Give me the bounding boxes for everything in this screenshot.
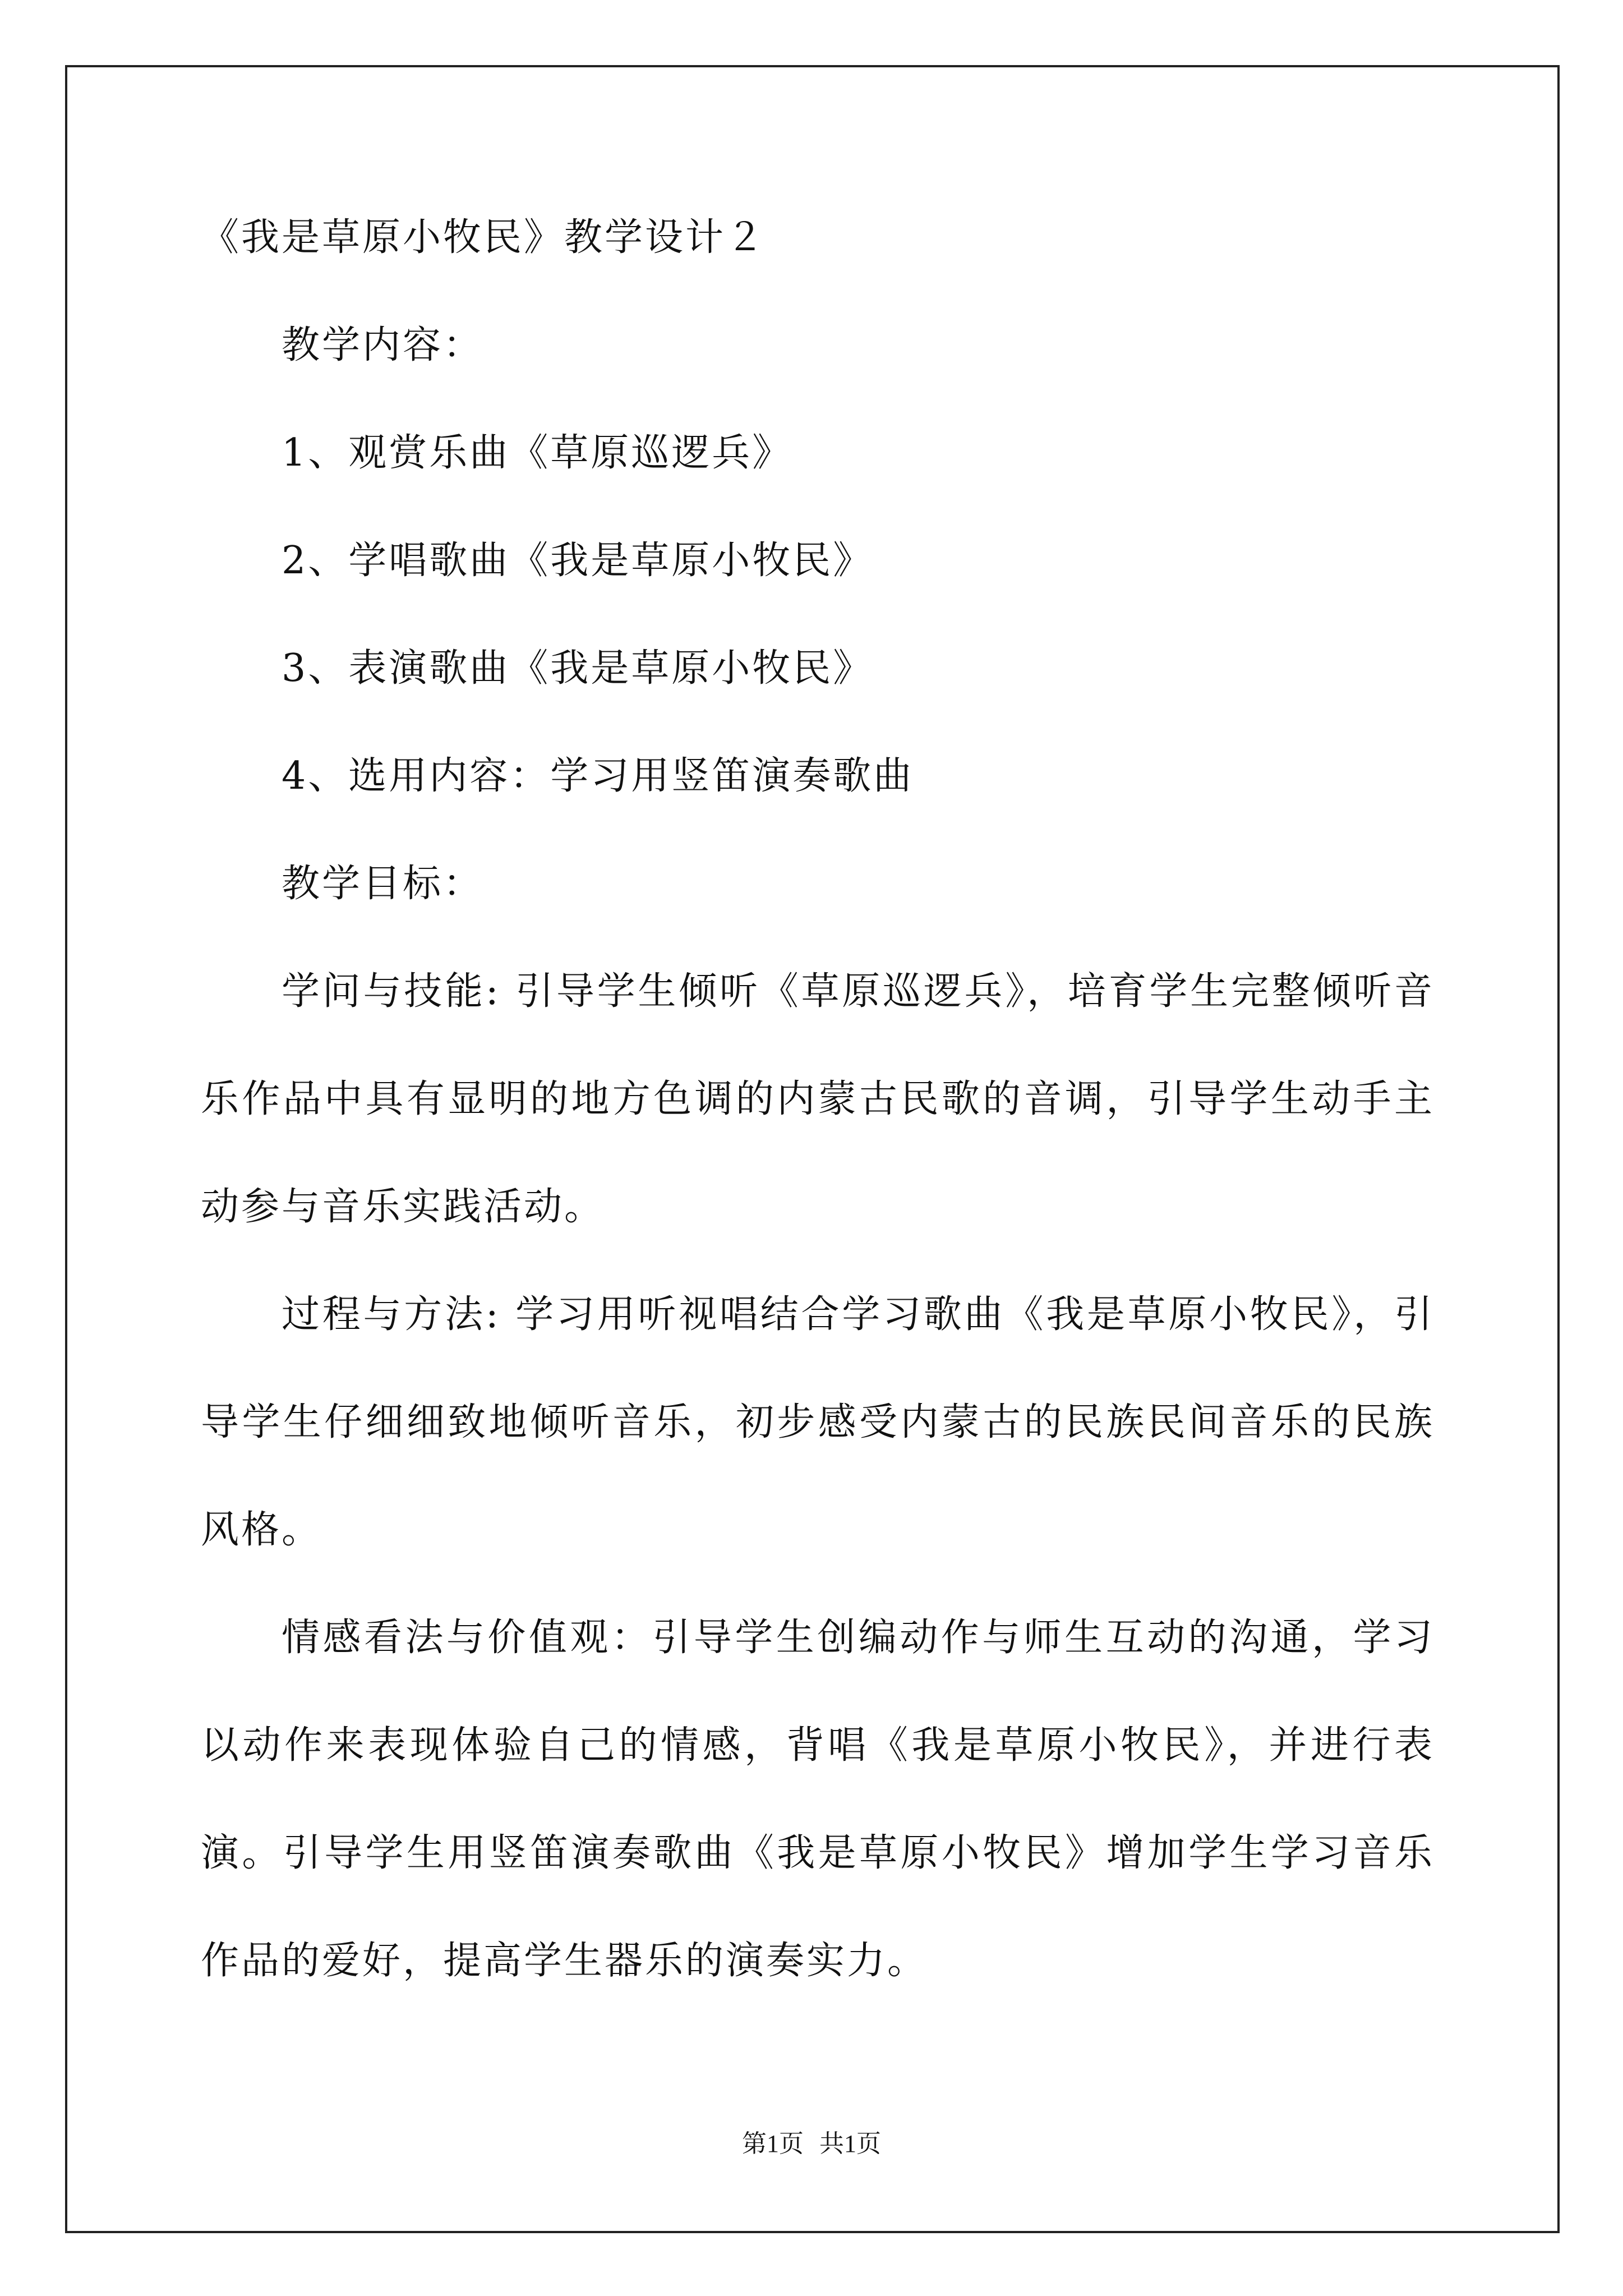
paragraph-item-4: 4、选用内容：学习用竖笛演奏歌曲 xyxy=(282,754,914,798)
paragraph-item-3: 3、表演歌曲《我是草原小牧民》 xyxy=(282,646,874,691)
page-number-current: 第1页 xyxy=(742,2130,804,2157)
page-footer xyxy=(0,2132,1623,2156)
paragraph-process-methods: 过程与方法: 学习用听视唱结合学习歌曲《我是草原小牧民》，引导学生仔细细致地倾听音乐，初步感受内蒙古的民族民间音乐的民族风格。 xyxy=(201,1292,1435,1552)
paragraph-item-2: 2、学唱歌曲《我是草原小牧民》 xyxy=(282,539,874,583)
paragraph-emotion-values: 情感看法与价值观：引导学生创编动作与师生互动的沟通，学习以动作来表现体验自己的情感，背唱《我是草原小牧民》，并进行表演。引导学生用竖笛演奏歌曲《我是草原小牧民》增加学生学习音乐作品的爱好，提高学生器乐的演奏实力。 xyxy=(201,1616,1435,1983)
document-body xyxy=(201,215,1435,2015)
document-title: 《我是草原小牧民》教学设计２ xyxy=(201,215,767,260)
paragraph-knowledge-skills: 学问与技能: 引导学生倾听《草原巡逻兵》，培育学生完整倾听音乐作品中具有显明的地方色调的内蒙古民歌的音调，引导学生动手主动参与音乐实践活动。 xyxy=(201,969,1435,1229)
page-number-total: 共1页 xyxy=(819,2130,881,2157)
paragraph-goals-heading: 教学目标： xyxy=(282,862,484,906)
paragraph-content-heading: 教学内容： xyxy=(282,323,484,367)
paragraph-item-1: 1、观赏乐曲《草原巡逻兵》 xyxy=(282,431,793,475)
